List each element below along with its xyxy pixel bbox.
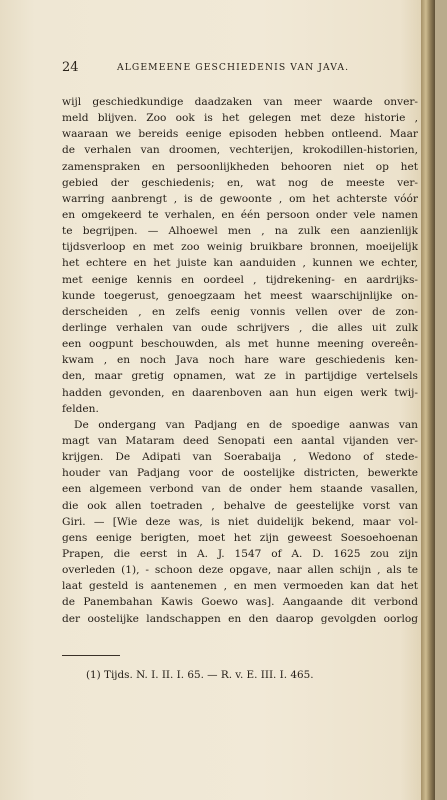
footnote-rule	[62, 655, 120, 656]
text-line: houder van Padjang voor de oostelijke districten, bewerkte	[62, 467, 418, 480]
text-line: een algemeen verbond van de onder hem staande vasallen,	[62, 483, 418, 496]
footnote: (1) Tijds. N. I. II. I. 65. — R. v. E. III. I. 465.	[86, 669, 314, 681]
text-line: het echtere en het juiste kan aanduiden , kunnen we echter,	[62, 257, 418, 270]
text-line: wijl geschiedkundige daadzaken van meer waarde onver-	[62, 96, 418, 108]
text-line: met eenige kennis en oordeel , tijdrekening- en aardrijks-	[62, 273, 418, 286]
text-line: Giri. — [Wie deze was, is niet duidelijk bekend, maar vol-	[62, 515, 418, 528]
text-line: derscheiden , en zelfs eenig vonnis vellen over de zon-	[62, 305, 418, 318]
text-line: gens eenige berigten, moet het zijn geweest Soesoehoenan	[62, 531, 418, 544]
text-line: en omgekeerd te verhalen, en één persoon onder vele namen	[62, 208, 418, 221]
page-edge	[421, 0, 435, 800]
text-line: meld blijven. Zoo ook is het gelegen met deze historie ,	[62, 112, 418, 125]
text-line: laat gesteld is aantenemen , en men vermoeden kan dat het	[62, 580, 418, 593]
text-line: derlinge verhalen van oude schrijvers , die alles uit zulk	[62, 321, 418, 334]
text-line: kunde toegerust, genoegzaam het meest waarschijnlijke on-	[62, 289, 418, 302]
text-line: te begrijpen. — Alhoewel men , na zulk een aanzienlijk	[62, 225, 418, 238]
page-header	[62, 60, 422, 74]
text-line: felden.	[62, 402, 99, 415]
body-text	[62, 94, 418, 627]
page-number: 24	[62, 60, 79, 75]
text-line: krijgen. De Adipati van Soerabaija , Wedono of stede-	[62, 451, 418, 464]
text-line: magt van Mataram deed Senopati een aantal vijanden ver-	[62, 434, 418, 447]
text-line: een oogpunt beschouwden, als met hunne meening overeên-	[62, 338, 418, 351]
text-line: gebied der geschiedenis; en, wat nog de meeste ver-	[62, 176, 418, 189]
text-line: waaraan we bereids eenige episoden hebben ontleend. Maar	[62, 128, 418, 141]
text-line: overleden (1), - schoon deze opgave, naar allen schijn , als te	[62, 564, 418, 577]
text-line: zamenspraken en persoonlijkheden behooren niet op het	[62, 160, 418, 173]
text-line: kwam , en noch Java noch hare ware geschiedenis ken-	[62, 354, 418, 367]
running-title: ALGEMEENE GESCHIEDENIS VAN JAVA.	[117, 62, 350, 73]
text-line: warring aanbrengt , is de gewoonte , om het achterste vóór	[62, 192, 418, 205]
text-line: tijdsverloop en met zoo weinig bruikbare bronnen, moeijelijk	[62, 241, 418, 254]
text-line: die ook allen toetraden , behalve de geestelijke vorst van	[62, 499, 418, 512]
text-line: den, maar gretig opnamen, wat ze in partijdige vertelsels	[62, 370, 418, 383]
text-line: der oostelijke landschappen en den daarop gevolgden oorlog	[62, 612, 418, 625]
text-line: de Panembahan Kawis Goewo was]. Aangaande dit verbond	[62, 596, 418, 609]
text-line: hadden gevonden, en daarenboven aan hun eigen werk twij-	[62, 386, 418, 399]
text-line: de verhalen van droomen, vechterijen, krokodillen-historien,	[62, 144, 418, 157]
text-line: Prapen, die eerst in A. J. 1547 of A. D. 1625 zou zijn	[62, 547, 418, 560]
text-line: De ondergang van Padjang en de spoedige aanwas van	[74, 418, 418, 431]
